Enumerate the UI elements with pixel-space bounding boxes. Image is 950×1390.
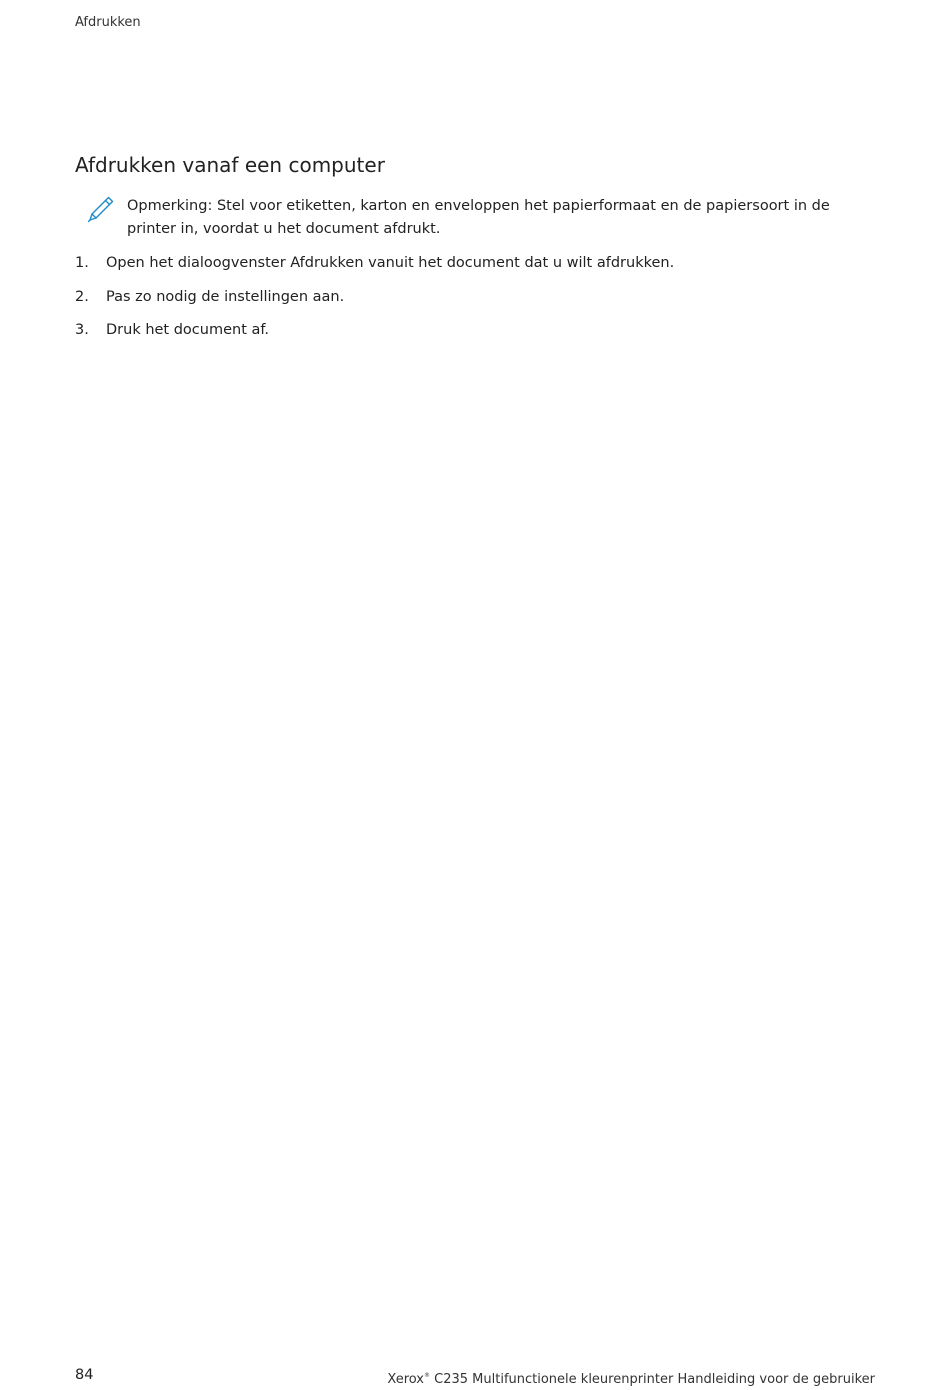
note-text: Opmerking: Stel voor etiketten, karton en enveloppen het papierformaat en de papiersoort in de printer in, voordat u het document afdrukt. bbox=[127, 198, 830, 237]
footer-product-title: C235 Multifunctionele kleurenprinter Handleiding voor de gebruiker bbox=[430, 1372, 875, 1387]
list-item bbox=[75, 319, 865, 353]
step-number: 2. bbox=[75, 288, 89, 305]
list-item bbox=[75, 286, 865, 320]
step-number: 3. bbox=[75, 322, 89, 338]
pencil-icon bbox=[87, 195, 115, 223]
section-title: Afdrukken vanaf een computer bbox=[75, 153, 385, 177]
step-number: 1. bbox=[75, 255, 89, 271]
step-text: Open het dialoogvenster Afdrukken vanuit het document dat u wilt afdrukken. bbox=[106, 255, 675, 271]
registered-mark: ® bbox=[424, 1372, 431, 1379]
page-number: 84 bbox=[75, 1367, 94, 1383]
running-header: Afdrukken bbox=[75, 15, 141, 30]
list-item bbox=[75, 252, 865, 286]
footer-brand: Xerox bbox=[387, 1372, 425, 1387]
footer-title bbox=[387, 1366, 875, 1390]
step-text: Pas zo nodig de instellingen aan. bbox=[106, 288, 345, 305]
step-text: Druk het document af. bbox=[106, 322, 270, 338]
steps-list bbox=[75, 252, 865, 353]
